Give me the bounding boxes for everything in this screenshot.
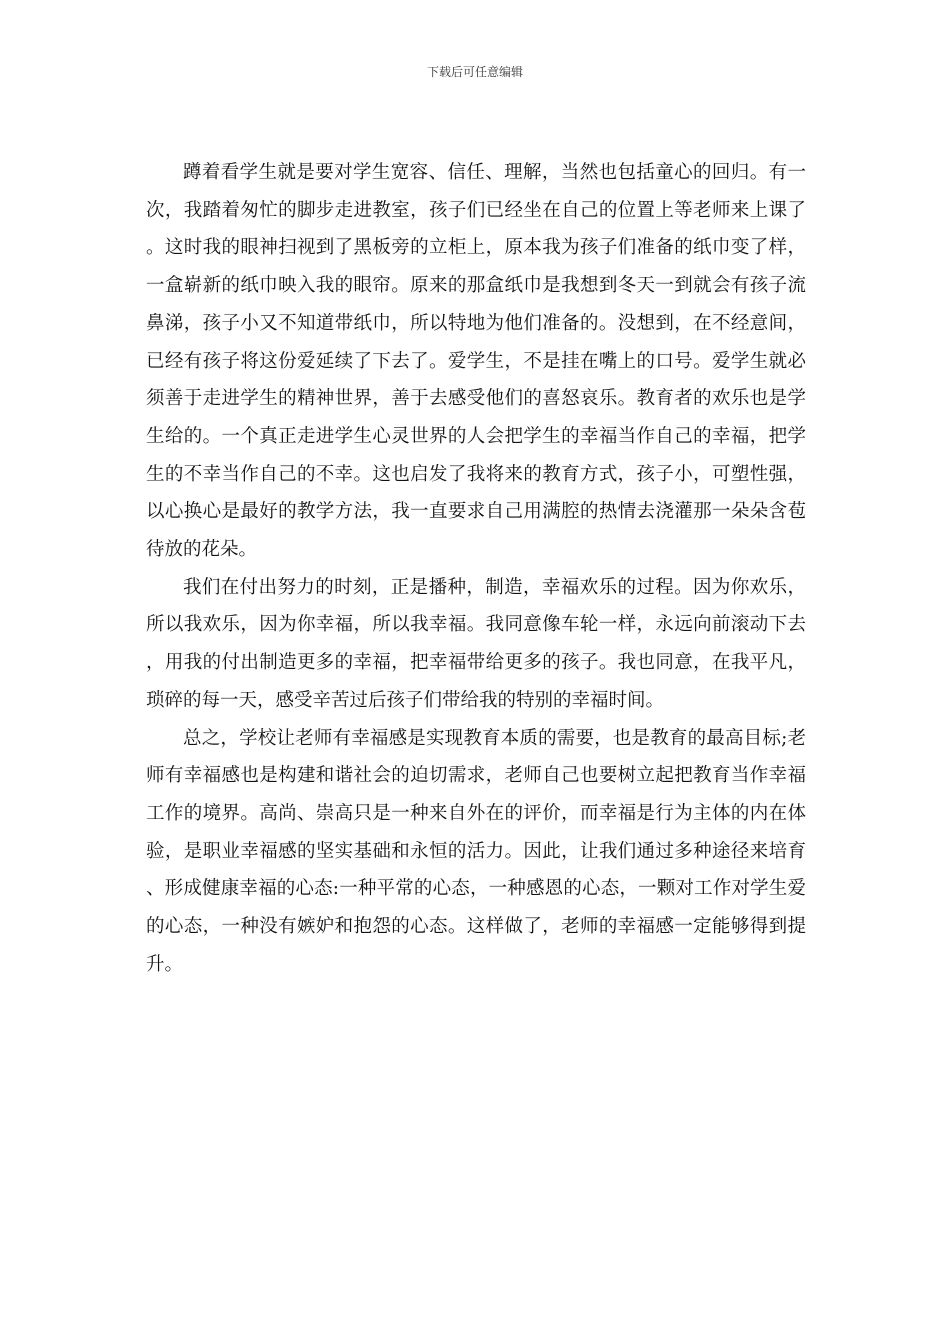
paragraph-1: 蹲着看学生就是要对学生宽容、信任、理解，当然也包括童心的回归。有一次，我踏着匆忙的脚步走进教室，孩子们已经坐在自己的位置上等老师来上课了。这时我的眼神扫视到了黑板旁的立柜上，原本我为孩子们准备的纸巾变了样，一盒崭新的纸巾映入我的眼帘。原来的那盒纸巾是我想到冬天一到就会有孩子流鼻涕，孩子小又不知道带纸巾，所以特地为他们准备的。没想到，在不经意间，已经有孩子将这份爱延续了下去了。爱学生，不是挂在嘴上的口号。爱学生就必须善于走进学生的精神世界，善于去感受他们的喜怒哀乐。教育者的欢乐也是学生给的。一个真正走进学生心灵世界的人会把学生的幸福当作自己的幸福，把学生的不幸当作自己的不幸。这也启发了我将来的教育方式，孩子小，可塑性强，以心换心是最好的教学方法，我一直要求自己用满腔的热情去浇灌那一朵朵含苞待放的花朵。 <box>146 162 806 561</box>
page-header: 下载后可任意编辑 <box>426 65 523 79</box>
paragraph-3: 总之，学校让老师有幸福感是实现教育本质的需要，也是教育的最高目标;老师有幸福感也是构建和谐社会的迫切需求，老师自己也要树立起把教育当作幸福工作的境界。高尚、崇高只是一种来自外在的评价，而幸福是行为主体的内在体验，是职业幸福感的坚实基础和永恒的活力。因此，让我们通过多种途径来培育、形成健康幸福的心态:一种平常的心态，一种感恩的心态，一颗对工作对学生爱的心态，一种没有嫉妒和抱怨的心态。这样做了，老师的幸福感一定能够得到提升。 <box>146 727 806 975</box>
paragraph-2: 我们在付出努力的时刻，正是播种，制造，幸福欢乐的过程。因为你欢乐，所以我欢乐，因为你幸福，所以我幸福。我同意像车轮一样，永远向前滚动下去，用我的付出制造更多的幸福，把幸福带给更多的孩子。我也同意，在我平凡，琐碎的每一天，感受辛苦过后孩子们带给我的特别的幸福时间。 <box>146 576 806 711</box>
document-body <box>146 154 806 983</box>
